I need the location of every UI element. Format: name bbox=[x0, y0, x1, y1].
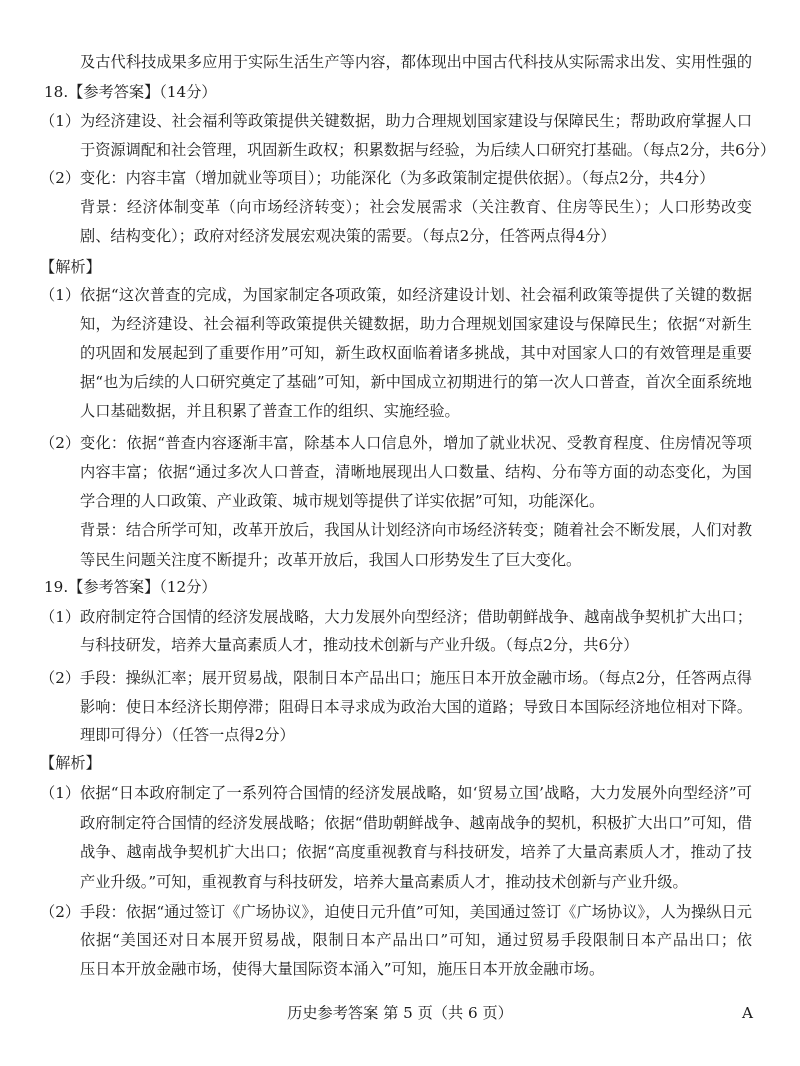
q18-answer-2-line: 变化：内容丰富（增加就业等项目）；功能深化（为多政策制定提供依据）。（每点2分，共4分） bbox=[80, 169, 715, 187]
q19-answer-2-line: 手段：操纵汇率；展开贸易战，限制日本产品出口；施压日本开放金融市场。（每点2分，任答两点得 bbox=[80, 669, 752, 687]
q19-answer-2-label: （2） bbox=[40, 669, 81, 687]
q18-analysis-1-line: 知，为经济建设、社会福利等政策提供关键数据，助力合理规划国家建设与保障民生；依据“对新生 bbox=[80, 315, 752, 333]
q18-analysis-2-line: 等民生问题关注度不断提升；改革开放后，我国人口形势发生了巨大变化。 bbox=[80, 551, 582, 569]
q19-answer-2-line: 影响：使日本经济长期停滞；阻碍日本寻求成为政治大国的道路；导致日本国际经济地位相对下降。 bbox=[80, 698, 752, 716]
page-footer: 历史参考答案 第 5 页（共 6 页） bbox=[287, 1004, 513, 1022]
q18-answer-1-line: 于资源调配和社会管理，巩固新生政权；积累数据与经验，为后续人口研究打基础。（每点2分，共6分） bbox=[80, 141, 776, 159]
q18-analysis-2-label: （2） bbox=[40, 434, 81, 452]
q18-analysis-2-line: 内容丰富；依据“通过多次人口普查，清晰地展现出人口数量、结构、分布等方面的动态变化，为国 bbox=[80, 463, 752, 481]
q19-analysis-heading: 【解析】 bbox=[40, 754, 101, 772]
q19-analysis-2-line: 依据“美国还对日本展开贸易战，限制日本产品出口”可知，通过贸易手段限制日本产品出口；依 bbox=[80, 931, 752, 949]
q18-analysis-1-label: （1） bbox=[40, 286, 81, 304]
q18-answer-2-line: 剧、结构变化）；政府对经济发展宏观决策的需要。（每点2分，任答两点得4分） bbox=[80, 227, 616, 245]
q18-answer-2-label: （2） bbox=[40, 169, 81, 187]
q18-analysis-1-line: 据“也为后续的人口研究奠定了基础”可知，新中国成立初期进行的第一次人口普查，首次全面系统地 bbox=[80, 373, 752, 391]
q19-analysis-1-label: （1） bbox=[40, 784, 81, 802]
q19-analysis-1-line: 政府制定符合国情的经济发展战略；依据“借助朝鲜战争、越南战争的契机，积极扩大出口”可知，借 bbox=[80, 814, 752, 832]
q19-analysis-1-line: 产业升级。”可知，重视教育与科技研发，培养大量高素质人才，推动技术创新与产业升级。 bbox=[80, 873, 688, 891]
q19-analysis-1-line: 战争、越南战争契机扩大出口；依据“高度重视教育与科技研发，培养了大量高素质人才，推动了技 bbox=[80, 843, 752, 861]
q19-answer-1-line: 与科技研发，培养大量高素质人才，推动技术创新与产业升级。（每点2分，共6分） bbox=[80, 636, 639, 654]
q19-answer-1-label: （1） bbox=[40, 608, 81, 626]
q19-answer-2-line: 理即可得分）（任答一点得2分） bbox=[80, 726, 295, 744]
q18-analysis-2-line: 背景：结合所学可知，改革开放后，我国从计划经济向市场经济转变；随着社会不断发展，人们对教 bbox=[80, 521, 752, 539]
q19-analysis-2-label: （2） bbox=[40, 903, 81, 921]
intro-line: 及古代科技成果多应用于实际生活生产等内容，都体现出中国古代科技从实际需求出发、实用性强的 bbox=[80, 53, 752, 71]
q19-analysis-2-line: 手段：依据“通过签订《广场协议》，迫使日元升值”可知，美国通过签订《广场协议》，人为操纵日元 bbox=[80, 903, 752, 921]
q18-answer-2-line: 背景：经济体制变革（向市场经济转变）；社会发展需求（关注教育、住房等民生）；人口形势改变 bbox=[80, 198, 752, 216]
q18-analysis-2-line: 学合理的人口政策、产业政策、城市规划等提供了详实依据”可知，功能深化。 bbox=[80, 492, 605, 510]
q18-analysis-heading: 【解析】 bbox=[40, 258, 101, 276]
q18-answer-1-label: （1） bbox=[40, 112, 81, 130]
q18-analysis-1-line: 的巩固和发展起到了重要作用”可知，新生政权面临着诸多挑战，其中对国家人口的有效管理是重要 bbox=[80, 344, 752, 362]
q18-heading: 18.【参考答案】（14分） bbox=[44, 83, 217, 101]
q18-analysis-2-line: 变化：依据“普查内容逐渐丰富，除基本人口信息外，增加了就业状况、受教育程度、住房情况等项 bbox=[80, 434, 752, 452]
q19-answer-1-line: 政府制定符合国情的经济发展战略，大力发展外向型经济；借助朝鲜战争、越南战争契机扩大出口； bbox=[80, 608, 752, 626]
q19-analysis-1-line: 依据“日本政府制定了一系列符合国情的经济发展战略，如‘贸易立国’战略，大力发展外向型经济”可 bbox=[80, 784, 752, 802]
q18-answer-1-line: 为经济建设、社会福利等政策提供关键数据，助力合理规划国家建设与保障民生；帮助政府掌握人口 bbox=[80, 112, 752, 130]
q18-analysis-1-line: 依据“这次普查的完成，为国家制定各项政策，如经济建设计划、社会福利政策等提供了关键的数据 bbox=[80, 286, 752, 304]
q18-analysis-1-line: 人口基础数据，并且积累了普查工作的组织、实施经验。 bbox=[80, 402, 460, 420]
q19-heading: 19.【参考答案】（12分） bbox=[44, 578, 217, 596]
version-mark: A bbox=[742, 1004, 753, 1022]
q19-analysis-2-line: 压日本开放金融市场，使得大量国际资本涌入”可知，施压日本开放金融市场。 bbox=[80, 960, 605, 978]
